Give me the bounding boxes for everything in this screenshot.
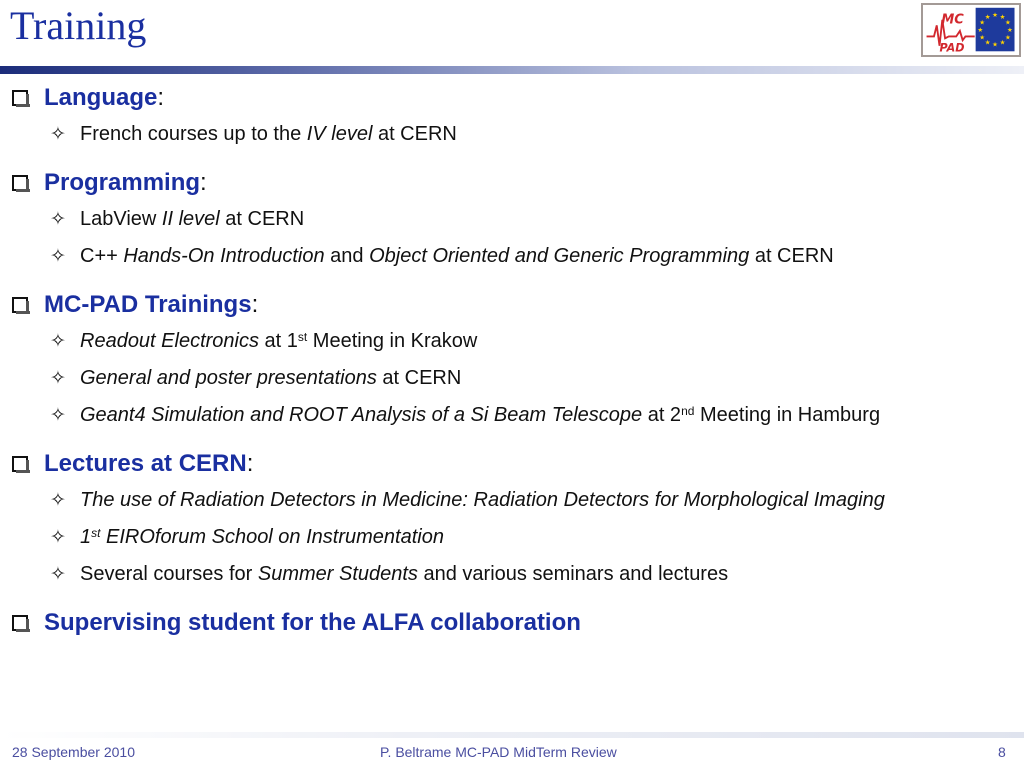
bullet-item: [12, 482, 1012, 519]
section-heading-row: [12, 287, 1012, 323]
mc-pad-logo: [921, 3, 1021, 57]
logo-text-mc: MC: [941, 12, 964, 28]
page-number: 8: [998, 744, 1006, 760]
section-heading-label: MC-PAD Trainings: [44, 291, 252, 318]
section-heading: [44, 287, 258, 323]
bullet-item-part: French courses up to the: [80, 123, 307, 145]
section-heading-label: Programming: [44, 169, 201, 196]
eu-star-icon: ★: [992, 41, 998, 49]
bullet-item-text: [80, 482, 885, 519]
bullet-item-part: The use of Radiation Detectors in Medicine: Radiation Detectors for Morphological Imaging: [80, 489, 885, 511]
checkbox-bullet-icon: [12, 90, 28, 106]
bullet-item-part: at 2: [642, 404, 682, 426]
star-bullet-icon: ✧: [50, 246, 66, 267]
bullet-item: [12, 360, 1012, 397]
bullet-item-part: at CERN: [749, 245, 834, 267]
bullet-item-part: LabView: [80, 208, 162, 230]
bullet-item-text: [80, 323, 477, 360]
star-bullet-icon: ✧: [50, 124, 66, 145]
eu-star-icon: ★: [979, 34, 986, 42]
bullet-item-part: Geant4 Simulation and ROOT Analysis of a Si Beam Telescope: [80, 404, 643, 426]
section-heading-suffix: :: [157, 84, 165, 111]
bullet-item-text: [80, 116, 457, 153]
bullet-item-part: Meeting in Hamburg: [694, 404, 881, 426]
bullet-item-part: C++: [80, 245, 124, 267]
star-bullet-icon: ✧: [50, 490, 66, 511]
slide-content: [12, 80, 1012, 641]
eu-star-icon: ★: [992, 12, 998, 20]
bullet-item-part: Meeting in Krakow: [307, 330, 478, 352]
star-bullet-icon: ✧: [50, 405, 66, 426]
bullet-item-part: at 1: [258, 330, 298, 352]
section-heading-row: [12, 165, 1012, 201]
bullet-item: [12, 397, 1012, 434]
section-gap: [12, 593, 1012, 605]
eu-star-icon: ★: [977, 26, 984, 34]
bullet-item-part: General and poster presentations: [80, 367, 377, 389]
eu-star-icon: ★: [1005, 34, 1011, 42]
bullet-item-part: Hands-On Introduction: [123, 245, 325, 267]
bullet-item: [12, 238, 1012, 275]
bullet-item-part: Readout Electronics: [80, 330, 259, 352]
section-heading: [44, 80, 164, 116]
bullet-item-part: 1: [80, 526, 92, 548]
section-heading-suffix: :: [251, 291, 259, 318]
section-heading-label: Lectures at CERN: [44, 450, 247, 477]
eu-star-icon: ★: [984, 39, 991, 47]
title-divider: [0, 66, 1024, 74]
footer-divider: [0, 732, 1024, 738]
logo-text-pad: PAD: [939, 41, 965, 55]
bullet-item-part: st: [297, 330, 308, 344]
checkbox-bullet-icon: [12, 615, 28, 631]
section-heading-label: Language: [44, 84, 158, 111]
bullet-item-part: Summer Students: [257, 563, 418, 585]
checkbox-bullet-icon: [12, 175, 28, 191]
bullet-item-part: at CERN: [372, 123, 457, 145]
star-bullet-icon: ✧: [50, 527, 66, 548]
section-heading-row: [12, 446, 1012, 482]
star-bullet-icon: ✧: [50, 209, 66, 230]
bullet-item-part: nd: [681, 404, 695, 418]
star-bullet-icon: ✧: [50, 564, 66, 585]
star-bullet-icon: ✧: [50, 368, 66, 389]
bullet-item-part: Object Oriented and Generic Programming: [369, 245, 750, 267]
bullet-item: [12, 323, 1012, 360]
section-heading-label: Supervising student for the ALFA collaboration: [44, 609, 581, 636]
eu-star-icon: ★: [1006, 26, 1013, 34]
bullet-item-part: EIROforum School on Instrumentation: [100, 526, 444, 548]
bullet-item: [12, 519, 1012, 556]
section-heading: [44, 446, 253, 482]
section-gap: [12, 153, 1012, 165]
bullet-item-part: st: [91, 526, 101, 540]
section-heading-row: [12, 80, 1012, 116]
footer-title: P. Beltrame MC-PAD MidTerm Review: [380, 744, 617, 760]
bullet-item-text: [80, 360, 461, 397]
section-gap: [12, 434, 1012, 446]
bullet-item-part: at CERN: [219, 208, 305, 230]
section-heading-suffix: :: [246, 450, 254, 477]
slide-title: Training: [10, 3, 147, 48]
bullet-item-part: at CERN: [376, 367, 462, 389]
bullet-item: [12, 201, 1012, 238]
bullet-item-text: [80, 397, 880, 434]
eu-star-icon: ★: [1005, 19, 1011, 27]
eu-star-icon: ★: [984, 13, 991, 21]
footer-date: 28 September 2010: [12, 744, 135, 760]
mc-pad-logo-graphic: [923, 5, 1019, 55]
bullet-item: [12, 116, 1012, 153]
eu-star-icon: ★: [999, 39, 1006, 47]
bullet-item-part: and: [324, 245, 370, 267]
section-heading-row: [12, 605, 1012, 641]
bullet-item-part: Several courses for: [80, 563, 258, 585]
section-heading-suffix: :: [200, 169, 207, 196]
bullet-item-part: and various seminars and lectures: [417, 563, 729, 585]
eu-star-icon: ★: [979, 19, 986, 27]
bullet-item-text: [80, 238, 834, 275]
bullet-item-text: [80, 519, 444, 556]
bullet-item-part: IV level: [306, 123, 373, 145]
bullet-item-text: [80, 556, 728, 593]
bullet-item-part: II level: [161, 208, 220, 230]
section-heading: [44, 165, 207, 201]
star-bullet-icon: ✧: [50, 331, 66, 352]
eu-star-icon: ★: [999, 13, 1006, 21]
section-heading: [44, 605, 581, 641]
checkbox-bullet-icon: [12, 456, 28, 472]
section-gap: [12, 275, 1012, 287]
checkbox-bullet-icon: [12, 297, 28, 313]
bullet-item: [12, 556, 1012, 593]
bullet-item-text: [80, 201, 304, 238]
